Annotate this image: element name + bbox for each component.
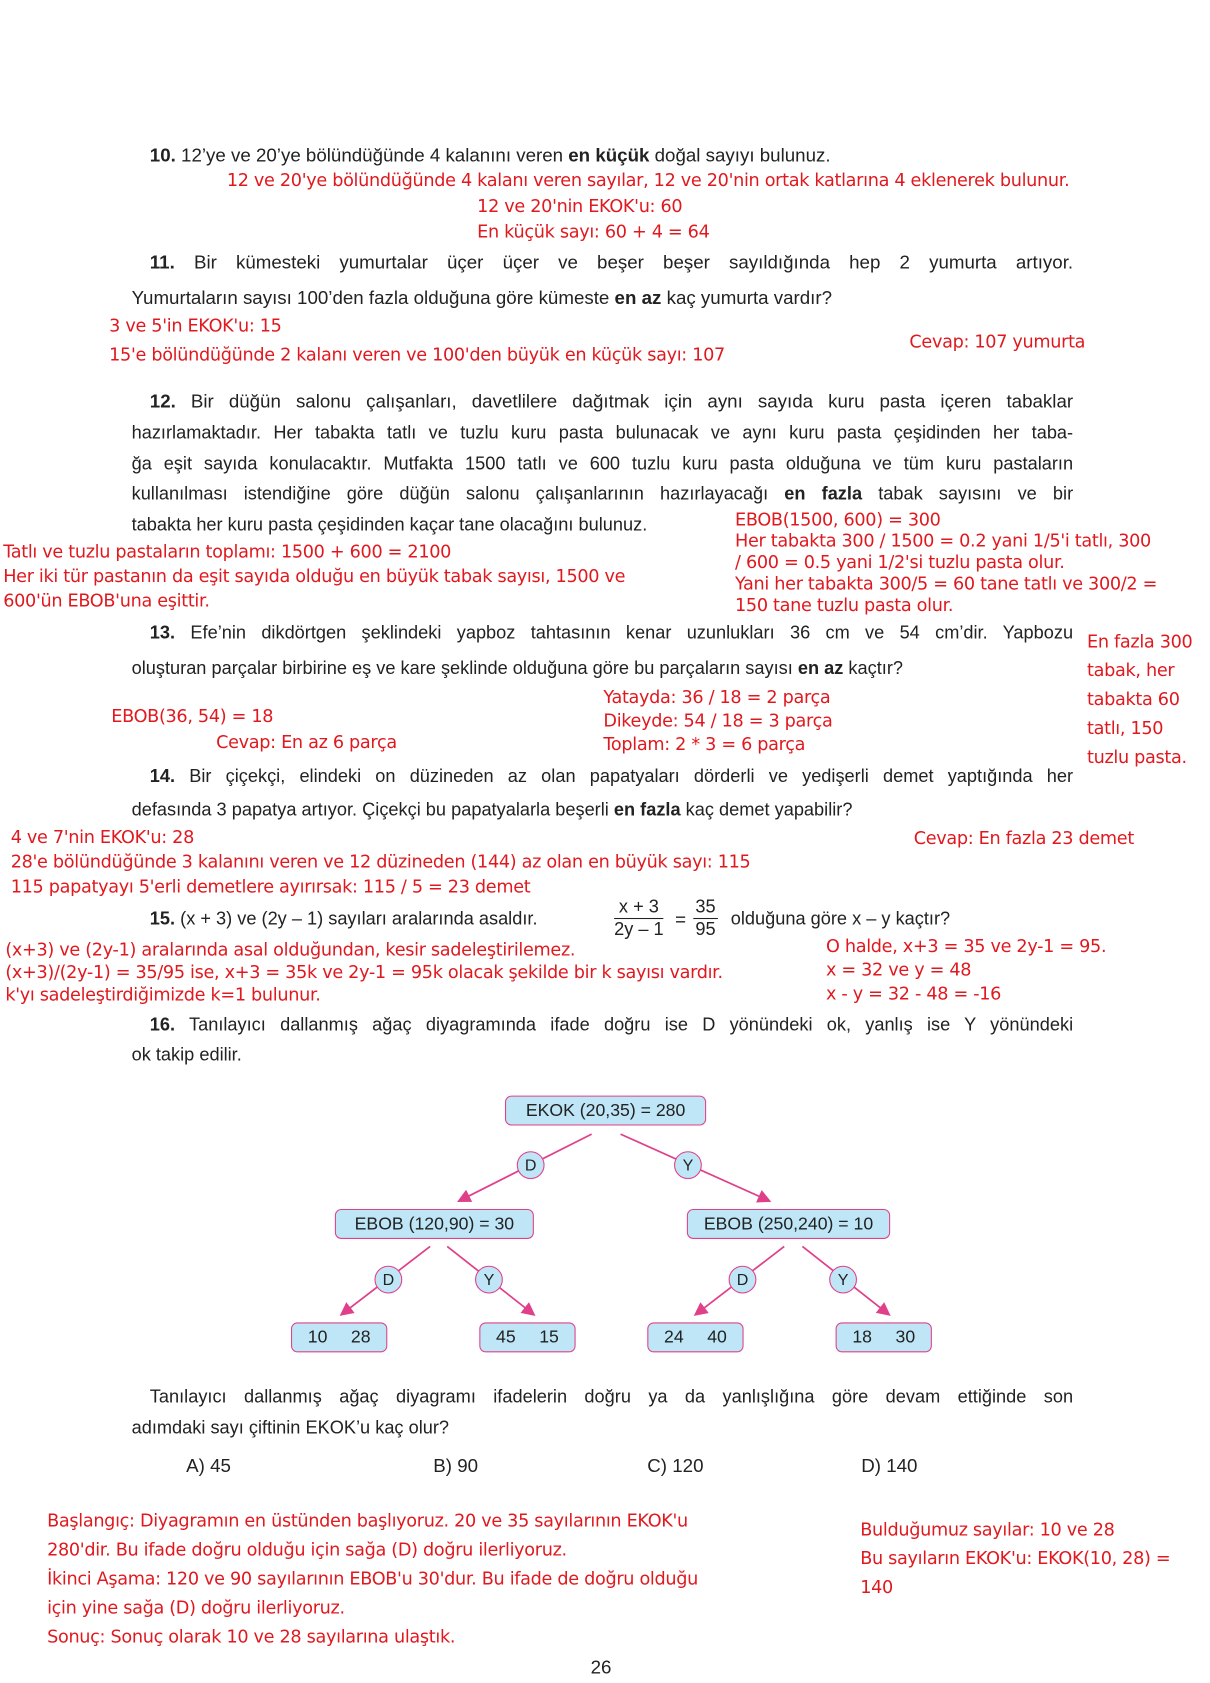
answer-11-result: Cevap: 107 yumurta bbox=[909, 331, 1086, 352]
answer-12-right-line: EBOB(1500, 600) = 300 bbox=[735, 509, 941, 530]
text: Bir çiçekçi, elindeki on düzineden az olan papatyaları dörderli ve yedişerli demet yaptığında her bbox=[189, 766, 1074, 787]
tree-d-label: D bbox=[374, 1266, 402, 1294]
bold-text: en fazla bbox=[784, 483, 863, 504]
question-number: 12. bbox=[149, 390, 176, 412]
tree-left-node: EBOB (120,90) = 30 bbox=[335, 1209, 534, 1239]
answer-15-right-line: x = 32 ve y = 48 bbox=[825, 959, 972, 981]
option-b[interactable]: B) 90 bbox=[433, 1455, 479, 1477]
text: defasında 3 papatya artıyor. Çiçekçi bu papatyalarla beşerli bbox=[131, 799, 614, 820]
option-c[interactable]: C) 120 bbox=[647, 1455, 704, 1477]
option-d[interactable]: D) 140 bbox=[861, 1455, 918, 1477]
text: Bir kümesteki yumurtalar üçer üçer ve beşer beşer sayıldığında hep 2 yumurta artıyor. bbox=[193, 251, 1074, 273]
answer-12-result: tabak, her bbox=[1087, 660, 1175, 681]
answer-16-left-line: İkinci Aşama: 120 ve 90 sayılarının EBOB'u 30'dur. Bu ifade de doğru olduğu bbox=[47, 1568, 699, 1589]
denominator: 95 bbox=[695, 919, 716, 940]
answer-15-left-line: (x+3) ve (2y-1) aralarında asal olduğundan, kesir sadeleştirilemez. bbox=[5, 939, 576, 960]
equals-sign: = bbox=[675, 908, 687, 930]
question-12-line: tabakta her kuru pasta çeşidinden kaçar tane olacağını bulunuz. bbox=[131, 514, 648, 535]
question-15-text-end: olduğuna göre x – y kaçtır? bbox=[730, 908, 951, 929]
leaf-value: 30 bbox=[895, 1327, 916, 1347]
leaf-value: 40 bbox=[707, 1327, 727, 1347]
leaf-value: 10 bbox=[307, 1327, 328, 1347]
tree-leaf-node bbox=[836, 1322, 932, 1352]
numerator: 35 bbox=[693, 897, 718, 919]
answer-15-right-line: O halde, x+3 = 35 ve 2y-1 = 95. bbox=[825, 936, 1107, 957]
text: Bir düğün salonu çalışanları, davetlilere dağıtmak için aynı sayıda kuru pasta içeren tabaklar bbox=[190, 390, 1074, 412]
tree-root-node: EKOK (20,35) = 280 bbox=[505, 1096, 706, 1126]
tree-right-node: EBOB (250,240) = 10 bbox=[687, 1209, 890, 1239]
answer-13-line: Toplam: 2 * 3 = 6 parça bbox=[603, 733, 806, 755]
leaf-value: 15 bbox=[539, 1327, 559, 1347]
answer-14-line: 28'e bölündüğünde 3 kalanını veren ve 12 düzineden (144) az olan en büyük sayı: 115 bbox=[10, 851, 751, 872]
bold-text: en fazla bbox=[613, 799, 681, 820]
answer-14-result: Cevap: En fazla 23 demet bbox=[913, 828, 1134, 849]
question-number: 13. bbox=[149, 622, 176, 644]
answer-15-right-line: x - y = 32 - 48 = -16 bbox=[825, 983, 1002, 1004]
answer-12-right-line: / 600 = 0.5 yani 1/2'si tuzlu pasta olur. bbox=[735, 552, 1065, 573]
question-16-line: Tanılayıcı dallanmış ağaç diyagramı ifadelerin doğru ya da yanlışlığına göre devam ettiğinde son bbox=[149, 1386, 1074, 1407]
numerator: x + 3 bbox=[614, 897, 664, 919]
answer-12-right-line: Her tabakta 300 / 1500 = 0.2 yani 1/5'i tatlı, 300 bbox=[735, 530, 1151, 551]
answer-11-line: 3 ve 5'in EKOK'u: 15 bbox=[109, 315, 282, 336]
answer-12-result: En fazla 300 bbox=[1087, 631, 1193, 652]
question-16-line: ok takip edilir. bbox=[131, 1044, 242, 1065]
answer-14-line: 115 papatyayı 5'erli demetlere ayırırsak: 115 / 5 = 23 demet bbox=[10, 876, 531, 897]
answer-12-left-line: Tatlı ve tuzlu pastaların toplamı: 1500 + 600 = 2100 bbox=[3, 541, 452, 562]
answer-16-left-line: için yine sağa (D) doğru ilerliyoruz. bbox=[47, 1597, 345, 1618]
tree-leaf-node bbox=[647, 1322, 743, 1352]
answer-11-line: 15'e bölündüğünde 2 kalanı veren ve 100'den büyük en küçük sayı: 107 bbox=[109, 344, 725, 365]
answer-14-line: 4 ve 7'nin EKOK'u: 28 bbox=[10, 827, 195, 848]
question-number: 15. bbox=[149, 908, 176, 929]
text: (x + 3) ve (2y – 1) sayıları aralarında asaldır. bbox=[180, 908, 538, 929]
leaf-value: 45 bbox=[496, 1327, 516, 1347]
leaf-value: 24 bbox=[664, 1327, 684, 1347]
text: kaçtır? bbox=[843, 657, 904, 679]
leaf-value: 28 bbox=[350, 1327, 371, 1347]
question-12-line: ğa eşit sayıda konulacaktır. Mutfakta 1500 tatlı ve 600 tuzlu kuru pasta olduğuna ve tüm kuru pastaların bbox=[131, 453, 1074, 474]
answer-12-result: tabakta 60 bbox=[1087, 689, 1180, 710]
answer-13-line: Yatayda: 36 / 18 = 2 parça bbox=[603, 686, 831, 708]
tree-leaf-node bbox=[291, 1322, 387, 1352]
tree-leaf-node bbox=[479, 1322, 575, 1352]
question-number: 10. bbox=[149, 144, 176, 166]
tree-y-label: Y bbox=[475, 1266, 503, 1294]
tree-y-label: Y bbox=[674, 1151, 702, 1179]
text: kaç yumurta vardır? bbox=[661, 286, 833, 309]
question-number: 16. bbox=[149, 1014, 176, 1035]
text: kaç demet yapabilir? bbox=[680, 799, 853, 820]
denominator: 2y – 1 bbox=[614, 919, 664, 940]
answer-12-right-line: Yani her tabakta 300/5 = 60 tane tatlı ve 300/2 = bbox=[735, 573, 1158, 594]
bold-text: en küçük bbox=[568, 144, 650, 166]
answer-12-result: tatlı, 150 bbox=[1087, 717, 1164, 739]
option-a[interactable]: A) 45 bbox=[186, 1455, 231, 1477]
answer-10-line: En küçük sayı: 60 + 4 = 64 bbox=[477, 221, 710, 242]
answer-12-left-line: 600'ün EBOB'una eşittir. bbox=[3, 590, 210, 611]
tree-y-label: Y bbox=[829, 1266, 857, 1294]
text: Efe’nin dikdörtgen şeklindeki yapboz tahtasının kenar uzunlukları 36 cm ve 54 cm’dir. Yapbozu bbox=[190, 622, 1074, 644]
answer-16-right-line: 140 bbox=[860, 1577, 893, 1598]
answer-16-left-line: 280'dir. Bu ifade doğru olduğu için sağa (D) doğru ilerliyoruz. bbox=[47, 1539, 567, 1560]
text: doğal sayıyı bulunuz. bbox=[649, 144, 831, 166]
tree-d-label: D bbox=[729, 1266, 757, 1294]
page-number: 26 bbox=[590, 1656, 612, 1678]
answer-13-line: Dikeyde: 54 / 18 = 3 parça bbox=[603, 710, 833, 731]
answer-15-left-line: (x+3)/(2y-1) = 35/95 ise, x+3 = 35k ve 2y-1 = 95k olacak şekilde bir k sayısı vardır. bbox=[5, 961, 723, 983]
answer-12-left-line: Her iki tür pastanın da eşit sayıda olduğu en büyük tabak sayısı, 1500 ve bbox=[3, 565, 626, 587]
question-12-line: hazırlamaktadır. Her tabakta tatlı ve tuzlu kuru pasta bulunacak ve aynı kuru pasta çeşidinden her taba- bbox=[131, 422, 1074, 443]
bold-text: en az bbox=[614, 286, 662, 309]
question-number: 14. bbox=[149, 766, 176, 787]
answer-12-result: tuzlu pasta. bbox=[1087, 746, 1187, 768]
answer-10-line: 12 ve 20'ye bölündüğünde 4 kalanı veren sayılar, 12 ve 20'nin ortak katlarına 4 eklenerek bulunur. bbox=[226, 170, 1070, 191]
text: tabak sayısını ve bir bbox=[862, 483, 1074, 504]
answer-12-right-line: 150 tane tuzlu pasta olur. bbox=[735, 594, 954, 616]
text: Yumurtaların sayısı 100’den fazla olduğuna göre kümeste bbox=[131, 286, 615, 309]
text: Tanılayıcı dallanmış ağaç diyagramında ifade doğru ise D yönündeki ok, yanlış ise Y yönündeki bbox=[189, 1014, 1074, 1035]
tree-d-label: D bbox=[517, 1151, 545, 1179]
text: 12’ye ve 20’ye bölündüğünde 4 kalanını veren bbox=[181, 144, 569, 166]
answer-13-result: Cevap: En az 6 parça bbox=[216, 731, 397, 753]
text: oluşturan parçalar birbirine eş ve kare şeklinde olduğuna göre bu parçaların sayısı bbox=[131, 657, 798, 679]
answer-15-left-line: k'yı sadeleştirdiğimizde k=1 bulunur. bbox=[5, 984, 321, 1005]
bold-text: en az bbox=[797, 657, 844, 679]
answer-13-line: EBOB(36, 54) = 18 bbox=[111, 706, 274, 727]
question-number: 11. bbox=[149, 251, 175, 273]
answer-16-right-line: Bu sayıların EKOK'u: EKOK(10, 28) = bbox=[860, 1548, 1171, 1569]
text: kullanılması istendiğine göre düğün salonu çalışanlarının hazırlayacağı bbox=[131, 483, 785, 504]
leaf-value: 18 bbox=[852, 1327, 872, 1347]
answer-16-left-line: Sonuç: Sonuç olarak 10 ve 28 sayılarına ulaştık. bbox=[47, 1626, 456, 1647]
question-16-line: adımdaki sayı çiftinin EKOK’u kaç olur? bbox=[131, 1417, 450, 1438]
answer-16-left-line: Başlangıç: Diyagramın en üstünden başlıyoruz. 20 ve 35 sayılarının EKOK'u bbox=[47, 1510, 688, 1532]
answer-10-line: 12 ve 20'nin EKOK'u: 60 bbox=[477, 195, 683, 217]
answer-16-right-line: Bulduğumuz sayılar: 10 ve 28 bbox=[860, 1519, 1115, 1540]
